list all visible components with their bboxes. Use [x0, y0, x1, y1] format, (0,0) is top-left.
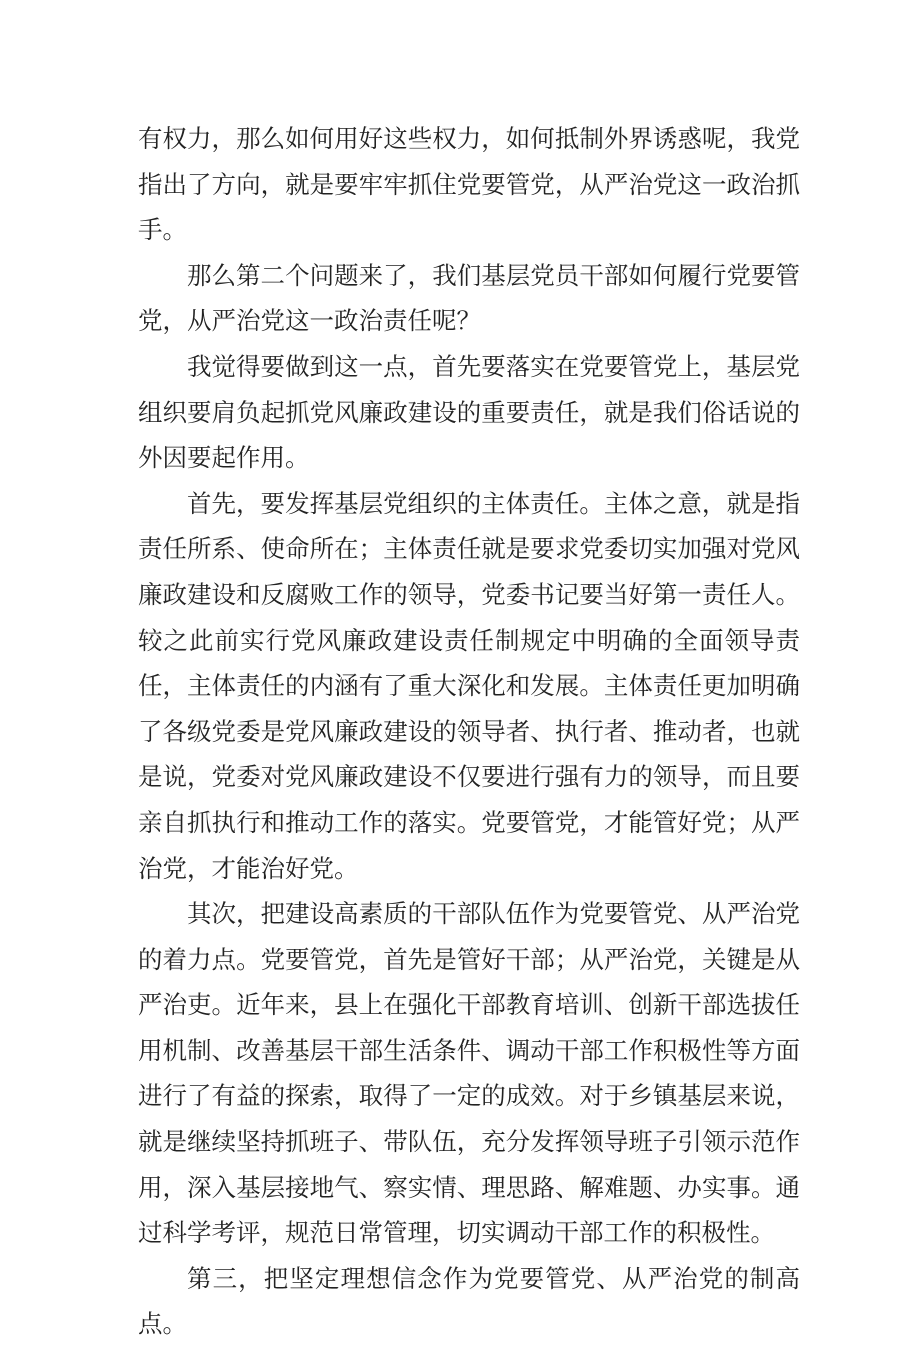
paragraph: 第三，把坚定理想信念作为党要管党、从严治党的制高点。	[138, 1263, 800, 1339]
paragraph: 其次，把建设高素质的干部队伍作为党要管党、从严治党的着力点。党要管党，首先是管好干部；从严治党，关键是从严治吏。近年来，县上在强化干部教育培训、创新干部选拔任用机制、改善基层干部生活条件、调动干部工作积极性等方面进行了有益的探索，取得了一定的成效。对于乡镇基层来说，就是继续坚持抓班子、带队伍，充分发挥领导班子引领示范作用，深入基层接地气、察实情、理思路、解难题、办实事。通过科学考评，规范日常管理，切实调动干部工作的积极性。	[138, 899, 800, 1248]
paragraph: 我觉得要做到这一点，首先要落实在党要管党上，基层党组织要肩负起抓党风廉政建设的重要责任，就是我们俗话说的外因要起作用。	[138, 351, 800, 473]
paragraph: 首先，要发挥基层党组织的主体责任。主体之意，就是指责任所系、使命所在；主体责任就是要求党委切实加强对党风廉政建设和反腐败工作的领导，党委书记要当好第一责任人。较之此前实行党风廉政建设责任制规定中明确的全面领导责任，主体责任的内涵有了重大深化和发展。主体责任更加明确了各级党委是党风廉政建设的领导者、执行者、推动者，也就是说，党委对党风廉政建设不仅要进行强有力的领导，而且要亲自抓执行和推动工作的落实。党要管党，才能管好党；从严治党，才能治好党。	[138, 488, 800, 883]
paragraph: 那么第二个问题来了，我们基层党员干部如何履行党要管党，从严治党这一政治责任呢？	[138, 260, 800, 336]
document-body	[138, 116, 800, 1347]
paragraph-continued: 有权力，那么如何用好这些权力，如何抵制外界诱惑呢，我党指出了方向，就是要牢牢抓住党要管党，从严治党这一政治抓手。	[138, 124, 800, 245]
